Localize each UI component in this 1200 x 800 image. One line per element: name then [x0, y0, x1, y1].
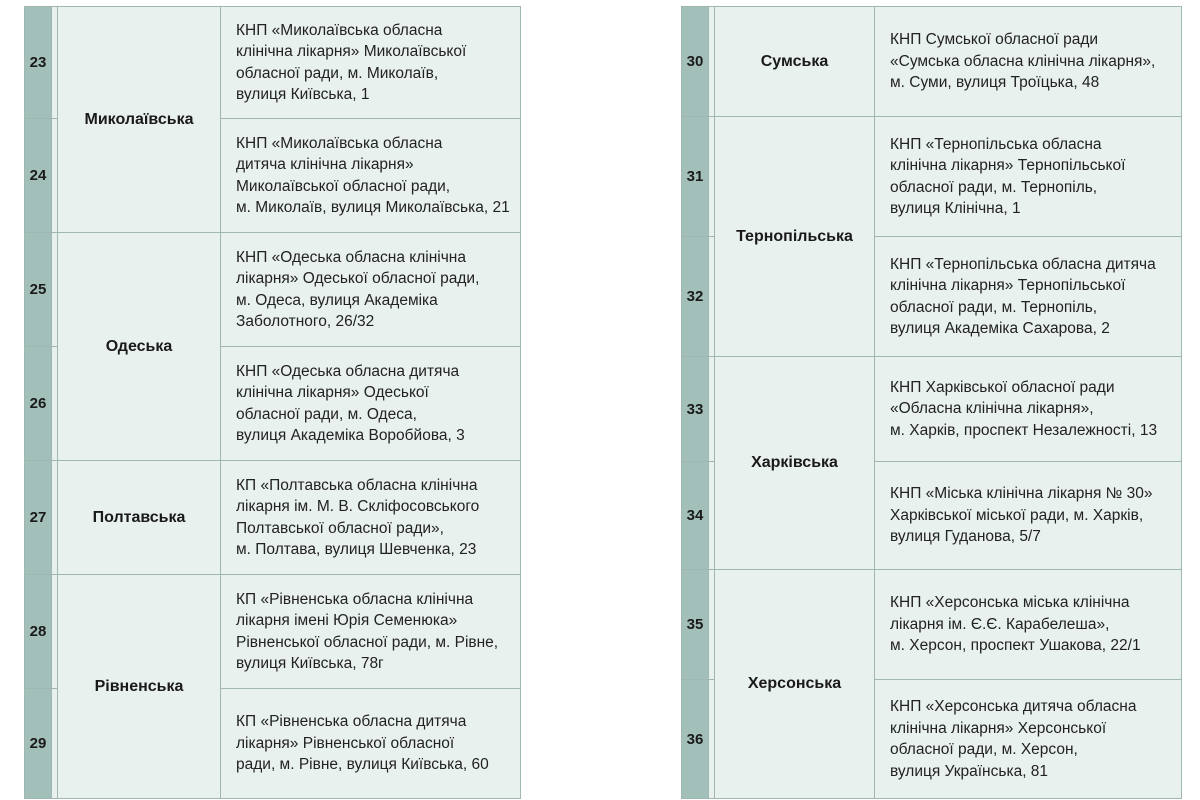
row-number: 36 [682, 680, 709, 799]
row-number: 25 [25, 233, 52, 347]
hospital-address [221, 461, 521, 575]
address-line: Миколаївської обласної ради, [236, 177, 451, 195]
address-line: КНП «Миколаївська обласна [236, 21, 443, 39]
region-name: Харківська [715, 357, 875, 570]
address-line: клінічна лікарня» Тернопільської [890, 277, 1126, 294]
region-name: Миколаївська [58, 7, 221, 233]
address-line: лікарня» Одеської обласної ради, [236, 270, 480, 287]
row-spacer [52, 119, 58, 233]
hospital-address [221, 233, 521, 347]
address-line: клінічна лікарня» Тернопільської [890, 157, 1126, 174]
row-number: 35 [682, 570, 709, 680]
hospital-address [221, 575, 521, 689]
hospital-address [875, 357, 1182, 462]
table-row [682, 117, 1182, 237]
address-line: м. Полтава, вулиця Шевченка, 23 [236, 541, 477, 558]
hospital-address [875, 237, 1182, 357]
address-line: вулиця Академіка Сахарова, 2 [890, 320, 1110, 337]
address-line: вулиця Київська, 78г [236, 655, 384, 672]
address-line: КНП «Миколаївська обласна [236, 134, 443, 152]
address-line: м. Суми, вулиця Троїцька, 48 [890, 74, 1100, 92]
address-line: клінічна лікарня» Одеської [236, 384, 429, 401]
address-line: КНП Сумської обласної ради [890, 31, 1099, 49]
address-line: лікарня ім. Є.Є. Карабелеша», [890, 615, 1110, 633]
hospital-address [875, 7, 1182, 117]
address-line: Рівненської обласної ради, м. Рівне, [236, 633, 499, 651]
table-row [25, 575, 521, 689]
address-line: лікарня ім. М. В. Скліфосовського [236, 498, 480, 515]
region-name: Сумська [715, 7, 875, 117]
region-name: Тернопільська [715, 117, 875, 357]
address-line: клінічна лікарня» Херсонської [890, 719, 1107, 737]
address-line: КП «Рівненська обласна дитяча [236, 713, 467, 731]
row-number: 28 [25, 575, 52, 689]
row-spacer [52, 347, 58, 461]
hospital-address [221, 689, 521, 799]
hospital-address [875, 117, 1182, 237]
address-line: вулиця Клінічна, 1 [890, 200, 1021, 217]
address-line: клінічна лікарня» Миколаївської [236, 43, 467, 60]
hospital-table-left [24, 6, 521, 799]
row-number: 26 [25, 347, 52, 461]
row-number: 34 [682, 462, 709, 570]
address-line: Заболотного, 26/32 [236, 313, 375, 330]
address-line: «Сумська обласна клінічна лікарня», [890, 52, 1156, 70]
address-line: м. Харків, проспект Незалежності, 13 [890, 421, 1158, 439]
address-line: Полтавської обласної ради», [236, 519, 444, 537]
address-line: КНП «Одеська обласна клінічна [236, 248, 466, 266]
address-line: КНП «Одеська обласна дитяча [236, 362, 460, 380]
row-number: 29 [25, 689, 52, 799]
address-line: ради, м. Рівне, вулиця Київська, 60 [236, 756, 489, 774]
table-row [25, 461, 521, 575]
row-spacer [709, 237, 715, 357]
table-row [25, 233, 521, 347]
hospital-address [221, 7, 521, 119]
address-line: КНП «Тернопільська обласна дитяча [890, 255, 1156, 273]
row-number: 31 [682, 117, 709, 237]
hospital-address [221, 119, 521, 233]
address-line: м. Херсон, проспект Ушакова, 22/1 [890, 637, 1141, 655]
address-line: обласної ради, м. Херсон, [890, 741, 1078, 758]
row-number: 32 [682, 237, 709, 357]
region-name: Рівненська [58, 575, 221, 799]
hospital-address [875, 680, 1182, 799]
region-name: Полтавська [58, 461, 221, 575]
address-line: КНП «Херсонська міська клінічна [890, 594, 1130, 612]
row-number: 27 [25, 461, 52, 575]
hospital-address [875, 462, 1182, 570]
address-line: обласної ради, м. Тернопіль, [890, 298, 1098, 316]
row-number: 33 [682, 357, 709, 462]
address-line: КП «Полтавська обласна клінічна [236, 476, 478, 494]
table-row [682, 7, 1182, 117]
row-spacer [709, 462, 715, 570]
address-line: обласної ради, м. Одеса, [236, 405, 417, 423]
address-line: вулиця Українська, 81 [890, 762, 1049, 780]
address-line: лікарня імені Юрія Семенюка» [236, 612, 458, 629]
address-line: КНП Харківської обласної ради [890, 378, 1115, 396]
address-line: м. Миколаїв, вулиця Миколаївська, 21 [236, 199, 510, 216]
row-number: 30 [682, 7, 709, 117]
region-name: Одеська [58, 233, 221, 461]
address-line: КНП «Міська клінічна лікарня № 30» [890, 485, 1153, 503]
address-line: обласної ради, м. Тернопіль, [890, 178, 1098, 196]
hospital-table-right [681, 6, 1182, 799]
address-line: КНП «Тернопільська обласна [890, 135, 1102, 153]
address-line: вулиця Академіка Воробйова, 3 [236, 427, 465, 444]
row-number: 23 [25, 7, 52, 119]
row-number: 24 [25, 119, 52, 233]
region-name: Херсонська [715, 570, 875, 799]
address-line: КНП «Херсонська дитяча обласна [890, 698, 1137, 715]
address-line: обласної ради, м. Миколаїв, [236, 64, 439, 82]
table-row [682, 570, 1182, 680]
address-line: дитяча клінічна лікарня» [236, 156, 414, 173]
table-row [25, 7, 521, 119]
hospital-address [875, 570, 1182, 680]
row-spacer [709, 680, 715, 799]
address-line: вулиця Київська, 1 [236, 86, 370, 103]
row-spacer [52, 689, 58, 799]
table-row [682, 357, 1182, 462]
address-line: «Обласна клінічна лікарня», [890, 400, 1094, 418]
address-line: м. Одеса, вулиця Академіка [236, 291, 438, 309]
address-line: Харківської міської ради, м. Харків, [890, 506, 1144, 524]
address-line: КП «Рівненська обласна клінічна [236, 590, 474, 608]
hospital-address [221, 347, 521, 461]
address-line: вулиця Гуданова, 5/7 [890, 528, 1041, 546]
address-line: лікарня» Рівненської обласної [236, 734, 455, 752]
